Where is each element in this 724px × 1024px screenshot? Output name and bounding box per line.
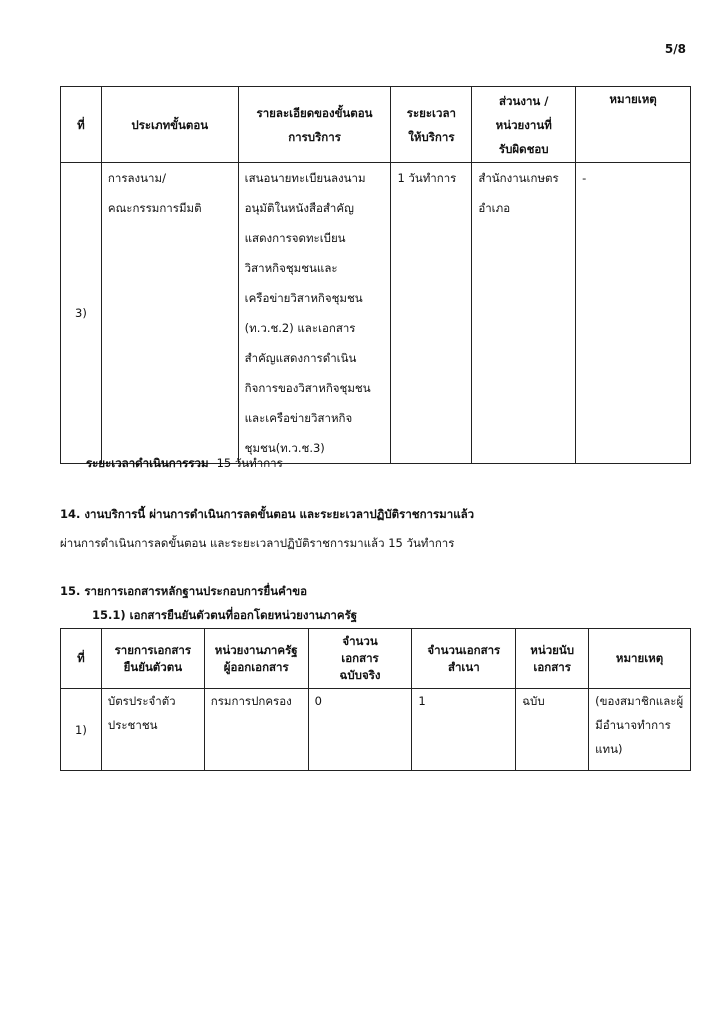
header-no: ที่ bbox=[61, 629, 102, 689]
section-14-text: ผ่านการดำเนินการลดขั้นตอน และระยะเวลาปฏิบัติราชการมาแล้ว 15 วันทำการ bbox=[60, 536, 455, 550]
service-steps-table bbox=[60, 86, 691, 464]
row-original-count: 0 bbox=[308, 689, 412, 771]
section-14-title: 14. งานบริการนี้ ผ่านการดำเนินการลดขั้นตอน และระยะเวลาปฏิบัติราชการมาแล้ว bbox=[60, 507, 475, 521]
header-no: ที่ bbox=[61, 87, 102, 163]
header-agency: ส่วนงาน / หน่วยงานที่ รับผิดชอบ bbox=[472, 87, 576, 163]
header-duration: ระยะเวลา ให้บริการ bbox=[391, 87, 472, 163]
total-duration-value: 15 วันทำการ bbox=[216, 456, 283, 470]
table-header-row bbox=[61, 629, 691, 689]
row-copy-count: 1 bbox=[412, 689, 516, 771]
header-document: รายการเอกสาร ยืนยันตัวตน bbox=[101, 629, 204, 689]
row-unit: ฉบับ bbox=[516, 689, 589, 771]
header-remark: หมายเหตุ bbox=[576, 87, 691, 163]
header-issuer: หน่วยงานภาครัฐ ผู้ออกเอกสาร bbox=[204, 629, 308, 689]
total-duration bbox=[86, 455, 283, 473]
header-original-count: จำนวน เอกสาร ฉบับจริง bbox=[308, 629, 412, 689]
row-remark: (ของสมาชิกและผู้ มีอำนาจทำการ แทน) bbox=[589, 689, 691, 771]
page-number: 5/8 bbox=[664, 42, 686, 56]
row-document: บัตรประจำตัว ประชาชน bbox=[101, 689, 204, 771]
header-remark: หมายเหตุ bbox=[589, 629, 691, 689]
row-remark: - bbox=[576, 163, 691, 464]
row-step-type: การลงนาม/ คณะกรรมการมีมติ bbox=[101, 163, 238, 464]
header-step-type: ประเภทขั้นตอน bbox=[101, 87, 238, 163]
total-duration-label: ระยะเวลาดำเนินการรวม bbox=[86, 456, 209, 470]
row-no: 3) bbox=[61, 163, 102, 464]
table-row bbox=[61, 163, 691, 464]
row-step-detail: เสนอนายทะเบียนลงนาม อนุมัติในหนังสือสำคัญ แสดงการจดทะเบียน วิสาหกิจชุมชนและ เครือข่ายวิสาหกิจชุมชน (ท.ว.ช.2) และเอกสาร สำคัญแสดงการดำเนิน กิจการของวิสาหกิจชุมชน และเครือข่ายวิสาหกิจ ชุมชน(ท.ว.ช.3) bbox=[238, 163, 391, 464]
row-issuer: กรมการปกครอง bbox=[204, 689, 308, 771]
row-no: 1) bbox=[61, 689, 102, 771]
section-15-1-subtitle: 15.1) เอกสารยืนยันตัวตนที่ออกโดยหน่วยงานภาครัฐ bbox=[92, 608, 358, 622]
row-duration: 1 วันทำการ bbox=[391, 163, 472, 464]
table-row bbox=[61, 689, 691, 771]
identity-documents-table bbox=[60, 628, 691, 771]
header-step-detail: รายละเอียดของขั้นตอน การบริการ bbox=[238, 87, 391, 163]
table-header-row bbox=[61, 87, 691, 163]
header-unit: หน่วยนับ เอกสาร bbox=[516, 629, 589, 689]
header-copy-count: จำนวนเอกสาร สำเนา bbox=[412, 629, 516, 689]
section-15-title: 15. รายการเอกสารหลักฐานประกอบการยื่นคำขอ bbox=[60, 584, 307, 598]
row-agency: สำนักงานเกษตร อำเภอ bbox=[472, 163, 576, 464]
